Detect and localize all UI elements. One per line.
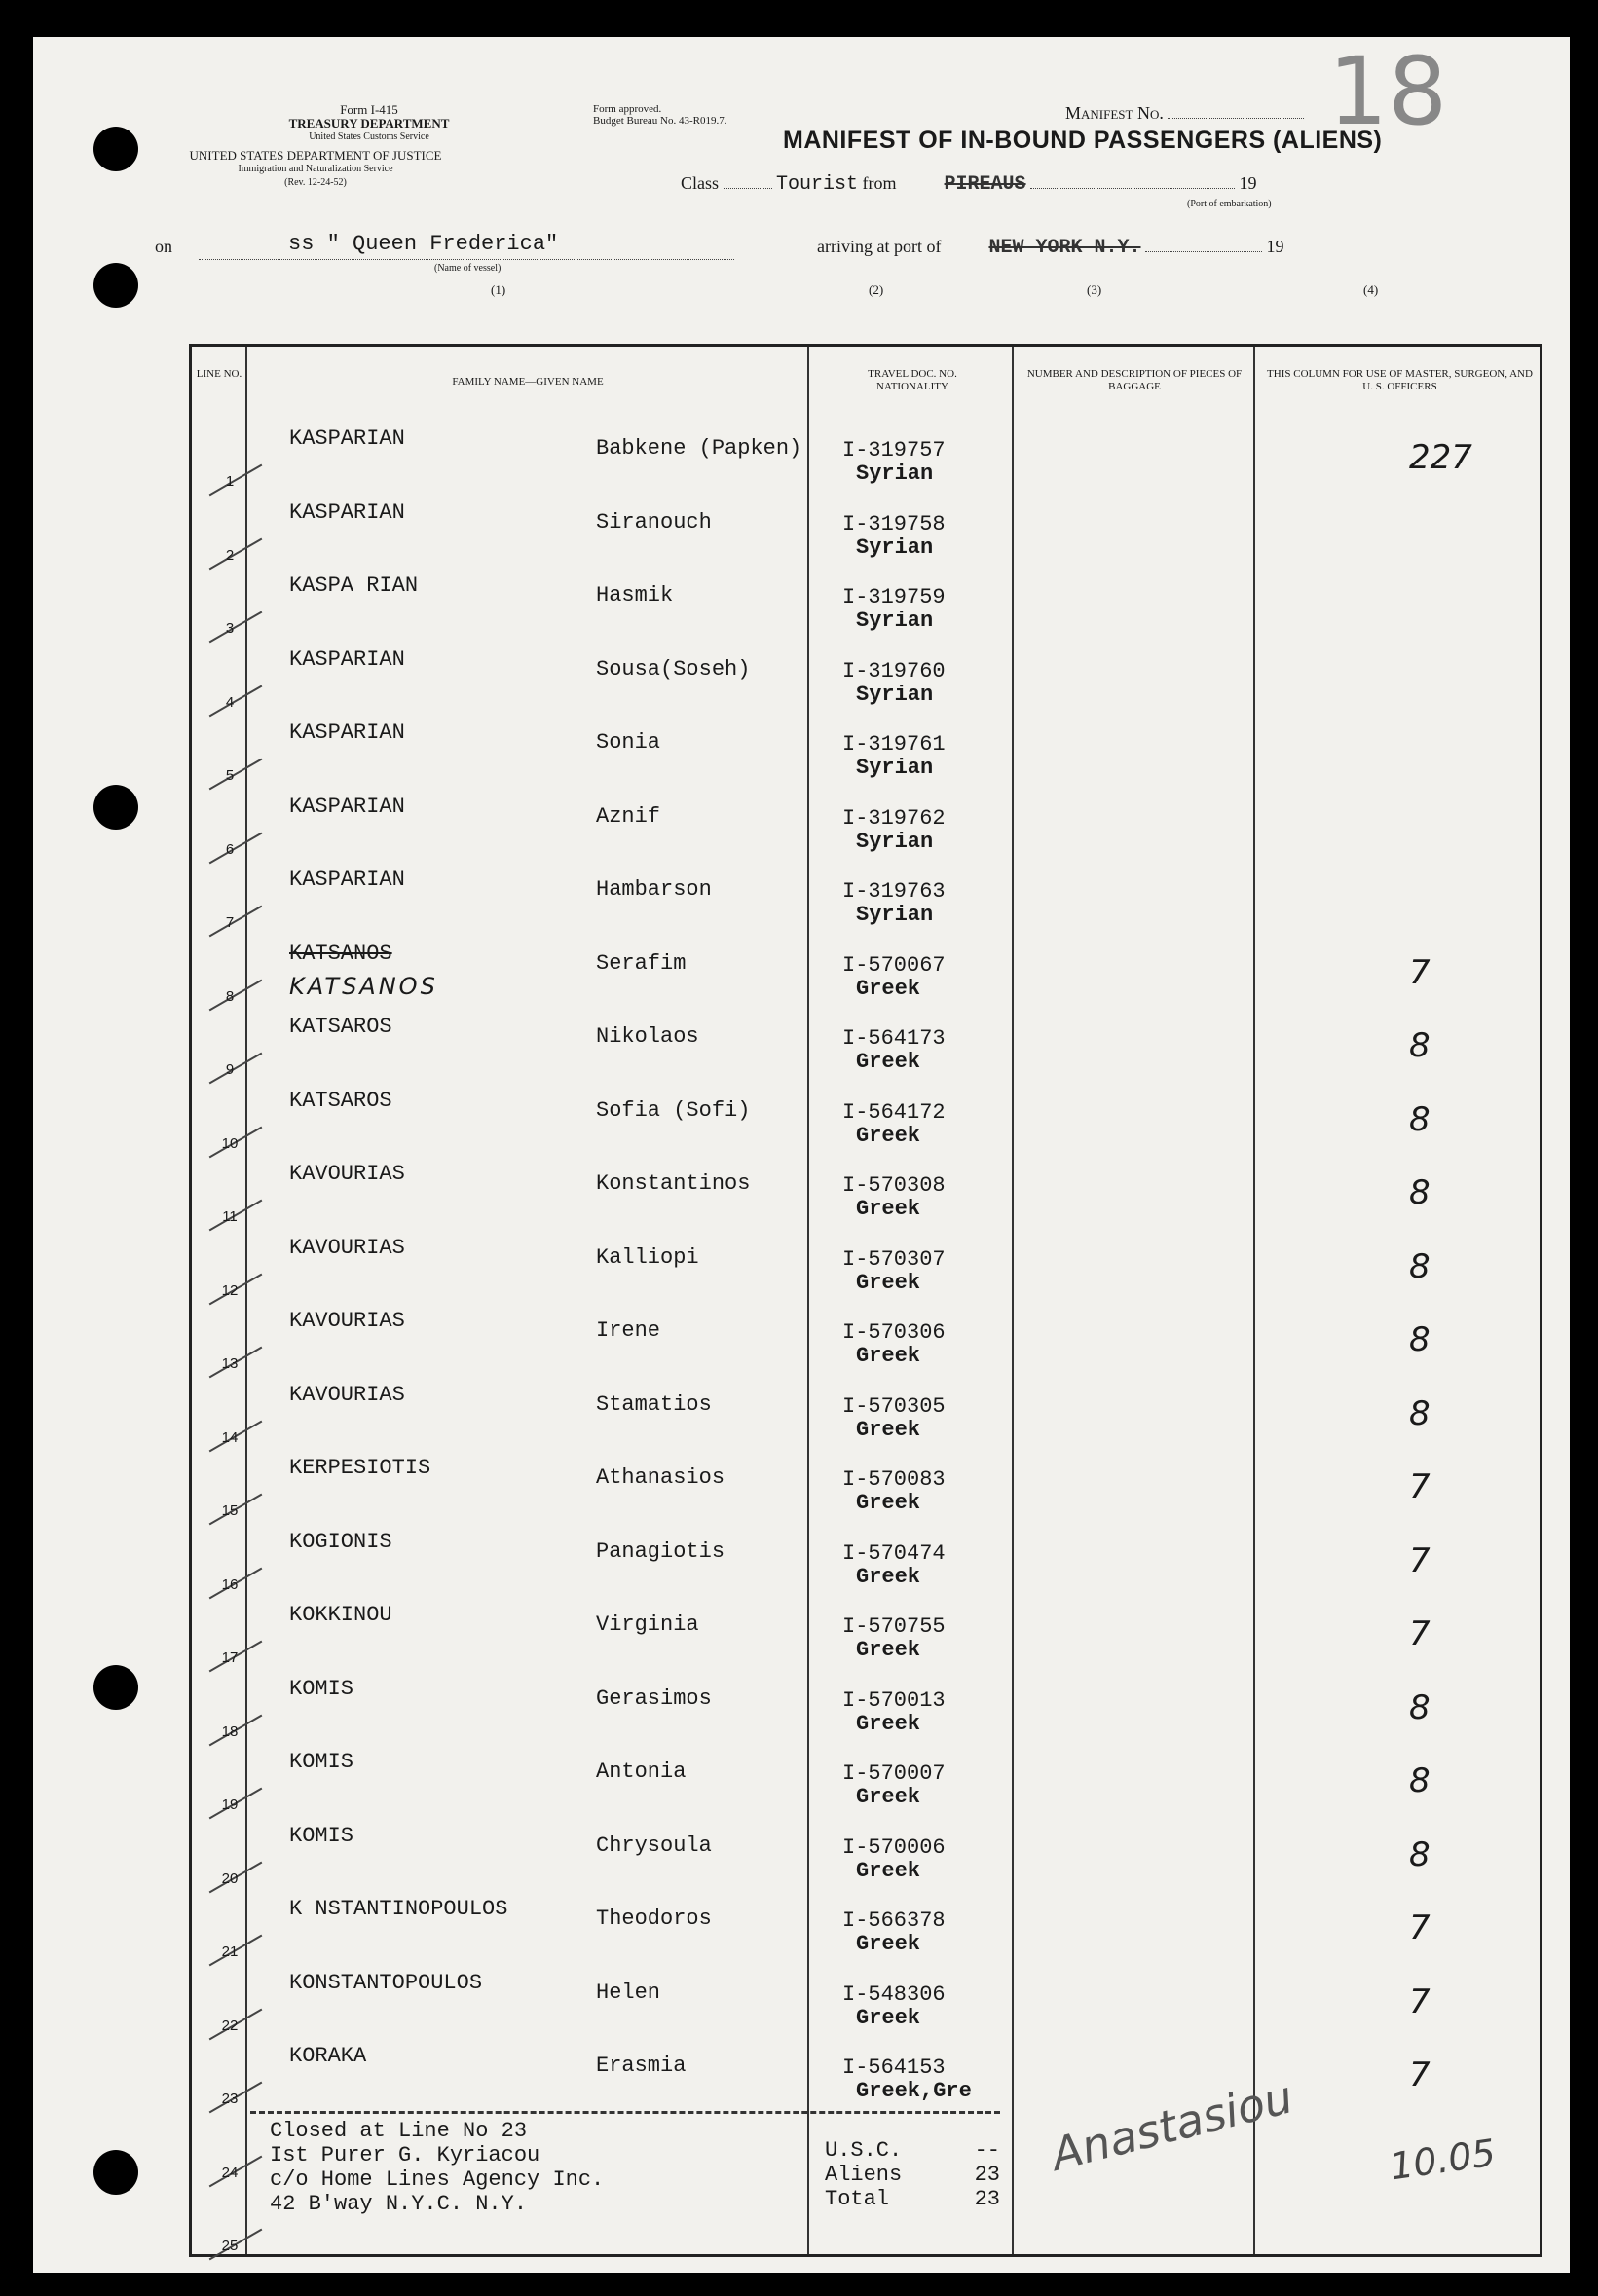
officer-mark: 8 bbox=[1409, 1173, 1431, 1212]
family-name: KATSAROS bbox=[289, 1015, 392, 1039]
officer-mark: 8 bbox=[1409, 1761, 1431, 1800]
family-name: KAVOURIAS bbox=[289, 1382, 405, 1407]
given-name: Hambarson bbox=[596, 877, 712, 902]
line-number: 2 bbox=[225, 546, 235, 564]
header-line-no: LINE NO. bbox=[196, 368, 242, 380]
line-number: 23 bbox=[221, 2091, 239, 2107]
given-name: Theodoros bbox=[596, 1907, 712, 1931]
header-travel-doc: TRAVEL DOC. NO. NATIONALITY bbox=[868, 368, 957, 392]
fee-note: 10.05 bbox=[1387, 2130, 1499, 2189]
line-number: 6 bbox=[225, 840, 235, 858]
travel-doc-no: I-570007 bbox=[842, 1761, 946, 1786]
col-num-2: (2) bbox=[869, 282, 884, 297]
table-row bbox=[192, 1011, 1540, 1084]
travel-doc-no: I-570306 bbox=[842, 1320, 946, 1345]
revision-date: (Rev. 12-24-52) bbox=[284, 177, 347, 188]
family-name: KASPARIAN bbox=[289, 868, 405, 892]
manifest-no-label: Manifest No. bbox=[1065, 103, 1164, 123]
family-name: KONSTANTOPOULOS bbox=[289, 1970, 483, 1995]
nationality: Greek bbox=[856, 1270, 921, 1295]
officer-mark: 8 bbox=[1409, 1320, 1431, 1359]
officer-mark: 8 bbox=[1409, 1099, 1431, 1139]
officer-mark: 227 bbox=[1409, 438, 1472, 477]
nationality: Greek bbox=[856, 1417, 921, 1442]
travel-doc-no: I-319759 bbox=[842, 585, 946, 610]
table-row bbox=[192, 1967, 1540, 2040]
given-name: Sofia (Sofi) bbox=[596, 1097, 751, 1123]
family-name: K NSTANTINOPOULOS bbox=[289, 1897, 508, 1921]
line-number: 10 bbox=[221, 1134, 239, 1152]
given-name: Siranouch bbox=[596, 509, 712, 535]
given-name: Sonia bbox=[596, 730, 661, 755]
officer-mark: 7 bbox=[1409, 1614, 1431, 1653]
justice-dept: UNITED STATES DEPARTMENT OF JUSTICE bbox=[189, 148, 442, 163]
officer-signature: Anastasiou bbox=[1046, 2070, 1298, 2181]
table-row bbox=[192, 717, 1540, 790]
given-name: Antonia bbox=[596, 1759, 687, 1784]
line-number: 17 bbox=[221, 1649, 239, 1666]
travel-doc-no: I-570755 bbox=[842, 1614, 946, 1639]
line-number: 25 bbox=[221, 2238, 239, 2254]
family-name: KATSAROS bbox=[289, 1088, 392, 1113]
travel-doc-no: I-570307 bbox=[842, 1246, 946, 1272]
travel-doc-no: I-319757 bbox=[842, 438, 946, 463]
manifest-page bbox=[33, 37, 1570, 2273]
table-row bbox=[192, 1452, 1540, 1525]
travel-doc-no: I-319758 bbox=[842, 511, 946, 537]
table-row bbox=[192, 1158, 1540, 1231]
agency-address: 42 B'way N.Y.C. N.Y. bbox=[270, 2192, 528, 2216]
vessel-caption: (Name of vessel) bbox=[434, 263, 502, 274]
line-number: 4 bbox=[225, 693, 235, 711]
punch-hole bbox=[93, 2150, 138, 2195]
nationality: Greek bbox=[856, 1932, 921, 1956]
nationality: Greek bbox=[856, 1785, 921, 1809]
travel-doc-no: I-319762 bbox=[842, 805, 946, 831]
officer-mark: 7 bbox=[1409, 1981, 1431, 2021]
officer-mark: 7 bbox=[1409, 1908, 1431, 1947]
family-name: KASPARIAN bbox=[289, 426, 405, 451]
table-row bbox=[192, 1599, 1540, 1672]
line-number: 12 bbox=[221, 1281, 239, 1299]
family-name: KERPESIOTIS bbox=[289, 1456, 431, 1480]
family-name: KOGIONIS bbox=[289, 1529, 392, 1554]
given-name: Aznif bbox=[596, 803, 661, 829]
line-number: 22 bbox=[221, 2017, 239, 2034]
officer-mark: 8 bbox=[1409, 1026, 1431, 1065]
ins-service: Immigration and Naturalization Service bbox=[238, 164, 393, 174]
col-num-1: (1) bbox=[491, 282, 506, 297]
given-name: Konstantinos bbox=[596, 1171, 751, 1196]
travel-doc-no: I-548306 bbox=[842, 1981, 946, 2007]
class-label: Class bbox=[681, 173, 720, 193]
nationality: Greek,Gre bbox=[856, 2079, 972, 2103]
year-prefix-2: 19 bbox=[1266, 237, 1284, 256]
officer-mark: 8 bbox=[1409, 1834, 1431, 1874]
from-port: PIREAUS bbox=[944, 173, 1026, 196]
nationality: Greek bbox=[856, 2005, 921, 2030]
manifest-number: 18 bbox=[1328, 37, 1448, 146]
form-approved: Form approved. bbox=[593, 103, 662, 115]
table-row bbox=[192, 2040, 1540, 2113]
travel-doc-no: I-570308 bbox=[842, 1173, 946, 1198]
officer-mark: 8 bbox=[1409, 1246, 1431, 1286]
total-label: Total bbox=[825, 2187, 890, 2211]
vessel-name: ss " Queen Frederica" bbox=[288, 232, 559, 256]
family-name: KAVOURIAS bbox=[289, 1235, 405, 1260]
table-row bbox=[192, 570, 1540, 643]
line-number: 16 bbox=[221, 1575, 239, 1593]
nationality: Syrian bbox=[856, 682, 934, 707]
given-name: Serafim bbox=[596, 950, 687, 976]
header-officers: THIS COLUMN FOR USE OF MASTER, SURGEON, AND U. S. OFFICERS bbox=[1267, 368, 1533, 392]
travel-doc-no: I-570013 bbox=[842, 1687, 946, 1713]
nationality: Syrian bbox=[856, 829, 934, 854]
year-prefix: 19 bbox=[1239, 173, 1257, 193]
officer-mark: 7 bbox=[1409, 1467, 1431, 1506]
table-row bbox=[192, 864, 1540, 937]
arriving-label: arriving at port of bbox=[817, 237, 942, 256]
col-num-4: (4) bbox=[1363, 282, 1379, 297]
family-name: KOKKINOU bbox=[289, 1603, 392, 1627]
travel-doc-no: I-564172 bbox=[842, 1099, 946, 1125]
agency-name: c/o Home Lines Agency Inc. bbox=[270, 2167, 605, 2192]
family-name: KOMIS bbox=[289, 1676, 354, 1701]
family-name: KOMIS bbox=[289, 1823, 354, 1848]
family-name: KASPARIAN bbox=[289, 647, 405, 672]
nationality: Syrian bbox=[856, 609, 934, 633]
table-row bbox=[192, 1526, 1540, 1599]
line-number: 21 bbox=[221, 1944, 239, 1960]
table-row bbox=[192, 1305, 1540, 1378]
treasury-dept: TREASURY DEPARTMENT bbox=[288, 116, 450, 130]
given-name: Sousa(Soseh) bbox=[596, 656, 751, 682]
family-name: KORAKA bbox=[289, 2044, 367, 2068]
nationality: Greek bbox=[856, 1123, 921, 1148]
travel-doc-no: I-570006 bbox=[842, 1834, 946, 1860]
nationality: Syrian bbox=[856, 756, 934, 780]
embark-caption: (Port of embarkation) bbox=[1187, 199, 1272, 209]
aliens-label: Aliens bbox=[825, 2163, 903, 2187]
table-row bbox=[192, 1820, 1540, 1893]
col-num-3: (3) bbox=[1087, 282, 1102, 297]
table-row bbox=[192, 1746, 1540, 1819]
given-name: Chrysoula bbox=[596, 1833, 712, 1858]
nationality: Greek bbox=[856, 1858, 921, 1883]
officer-mark: 7 bbox=[1409, 2055, 1431, 2094]
line-number: 19 bbox=[221, 1796, 239, 1813]
officer-mark: 7 bbox=[1409, 1540, 1431, 1580]
purser-name: Ist Purer G. Kyriacou bbox=[270, 2143, 540, 2167]
family-name: KAVOURIAS bbox=[289, 1162, 405, 1186]
travel-doc-no: I-564153 bbox=[842, 2055, 946, 2080]
manifest-title: MANIFEST OF IN-BOUND PASSENGERS (ALIENS) bbox=[783, 127, 1383, 154]
header-baggage: NUMBER AND DESCRIPTION OF PIECES OF BAGGAGE bbox=[1026, 368, 1243, 392]
given-name: Athanasios bbox=[596, 1465, 725, 1490]
officer-mark: 8 bbox=[1409, 1687, 1431, 1727]
line-number: 8 bbox=[225, 987, 235, 1005]
table-row bbox=[192, 1673, 1540, 1746]
handwritten-correction: KATSANOS bbox=[289, 972, 438, 1000]
given-name: Nikolaos bbox=[596, 1024, 699, 1049]
nationality: Greek bbox=[856, 1344, 921, 1368]
table-row bbox=[192, 791, 1540, 864]
given-name: Gerasimos bbox=[596, 1685, 712, 1711]
line-number: 9 bbox=[225, 1061, 235, 1078]
family-name: KASPARIAN bbox=[289, 794, 405, 819]
line-number: 3 bbox=[225, 620, 235, 637]
travel-doc-no: I-570474 bbox=[842, 1540, 946, 1566]
given-name: Helen bbox=[596, 1980, 661, 2005]
line-number: 15 bbox=[221, 1502, 239, 1519]
nationality: Greek bbox=[856, 1564, 921, 1589]
table-row bbox=[192, 423, 1540, 496]
line-number: 7 bbox=[225, 914, 235, 931]
nationality: Greek bbox=[856, 1711, 921, 1736]
line-number: 5 bbox=[225, 767, 235, 784]
nationality: Greek bbox=[856, 1197, 921, 1221]
line-number: 24 bbox=[221, 2164, 239, 2181]
budget-bureau: Budget Bureau No. 43-R019.7. bbox=[593, 115, 727, 127]
line-number: 1 bbox=[225, 473, 235, 490]
punch-hole bbox=[93, 785, 138, 830]
officer-mark: 8 bbox=[1409, 1393, 1431, 1433]
nationality: Syrian bbox=[856, 535, 934, 560]
header-name: FAMILY NAME—GIVEN NAME bbox=[452, 376, 604, 388]
travel-doc-no: I-570083 bbox=[842, 1467, 946, 1492]
nationality: Syrian bbox=[856, 462, 934, 486]
given-name: Panagiotis bbox=[596, 1538, 725, 1564]
table-row bbox=[192, 1379, 1540, 1452]
travel-doc-no: I-570305 bbox=[842, 1393, 946, 1419]
nationality: Greek bbox=[856, 976, 921, 1001]
travel-doc-no: I-570067 bbox=[842, 952, 946, 978]
form-number: Form I-415 bbox=[340, 102, 398, 117]
punch-hole bbox=[93, 263, 138, 308]
family-name: KASPARIAN bbox=[289, 500, 405, 525]
nationality: Greek bbox=[856, 1491, 921, 1515]
travel-doc-no: I-319761 bbox=[842, 732, 946, 757]
closed-at-line: Closed at Line No 23 bbox=[270, 2119, 528, 2143]
usc-count: -- bbox=[974, 2138, 1000, 2163]
line-number: 13 bbox=[221, 1355, 239, 1372]
officer-mark: 7 bbox=[1409, 952, 1431, 992]
line-number: 14 bbox=[221, 1428, 239, 1446]
given-name: Virginia bbox=[596, 1612, 699, 1637]
family-name: KASPARIAN bbox=[289, 721, 405, 745]
given-name: Kalliopi bbox=[596, 1244, 699, 1270]
arrival-port: NEW YORK N.Y. bbox=[988, 237, 1141, 259]
punch-hole bbox=[93, 1665, 138, 1710]
table-row bbox=[192, 1085, 1540, 1158]
nationality: Greek bbox=[856, 1050, 921, 1074]
passenger-table bbox=[189, 344, 1542, 2257]
travel-doc-no: I-319763 bbox=[842, 879, 946, 904]
family-name: KATSANOS bbox=[289, 941, 392, 966]
family-name: KOMIS bbox=[289, 1750, 354, 1774]
line-number: 20 bbox=[221, 1870, 239, 1887]
table-row bbox=[192, 644, 1540, 717]
aliens-count: 23 bbox=[974, 2163, 1000, 2187]
customs-service: United States Customs Service bbox=[309, 131, 429, 142]
table-row bbox=[192, 938, 1540, 1011]
nationality: Syrian bbox=[856, 903, 934, 927]
line-number: 11 bbox=[222, 1208, 238, 1225]
table-row bbox=[192, 497, 1540, 570]
table-row bbox=[192, 1232, 1540, 1305]
family-name: KASPA RIAN bbox=[289, 574, 419, 598]
travel-doc-no: I-566378 bbox=[842, 1908, 946, 1933]
travel-doc-no: I-564173 bbox=[842, 1026, 946, 1051]
total-count: 23 bbox=[974, 2187, 1000, 2211]
line-number: 18 bbox=[221, 1722, 239, 1740]
table-row bbox=[192, 1893, 1540, 1966]
family-name: KAVOURIAS bbox=[289, 1309, 405, 1333]
given-name: Hasmik bbox=[596, 583, 674, 608]
given-name: Babkene (Papken) bbox=[596, 436, 802, 461]
from-label: from bbox=[862, 173, 897, 193]
class-value: Tourist bbox=[776, 173, 859, 196]
travel-doc-no: I-319760 bbox=[842, 658, 946, 684]
nationality: Greek bbox=[856, 1638, 921, 1662]
given-name: Erasmia bbox=[596, 2054, 687, 2078]
on-label: on bbox=[155, 237, 172, 256]
given-name: Stamatios bbox=[596, 1391, 712, 1417]
given-name: Irene bbox=[596, 1318, 661, 1343]
punch-hole bbox=[93, 127, 138, 171]
usc-label: U.S.C. bbox=[825, 2138, 903, 2163]
